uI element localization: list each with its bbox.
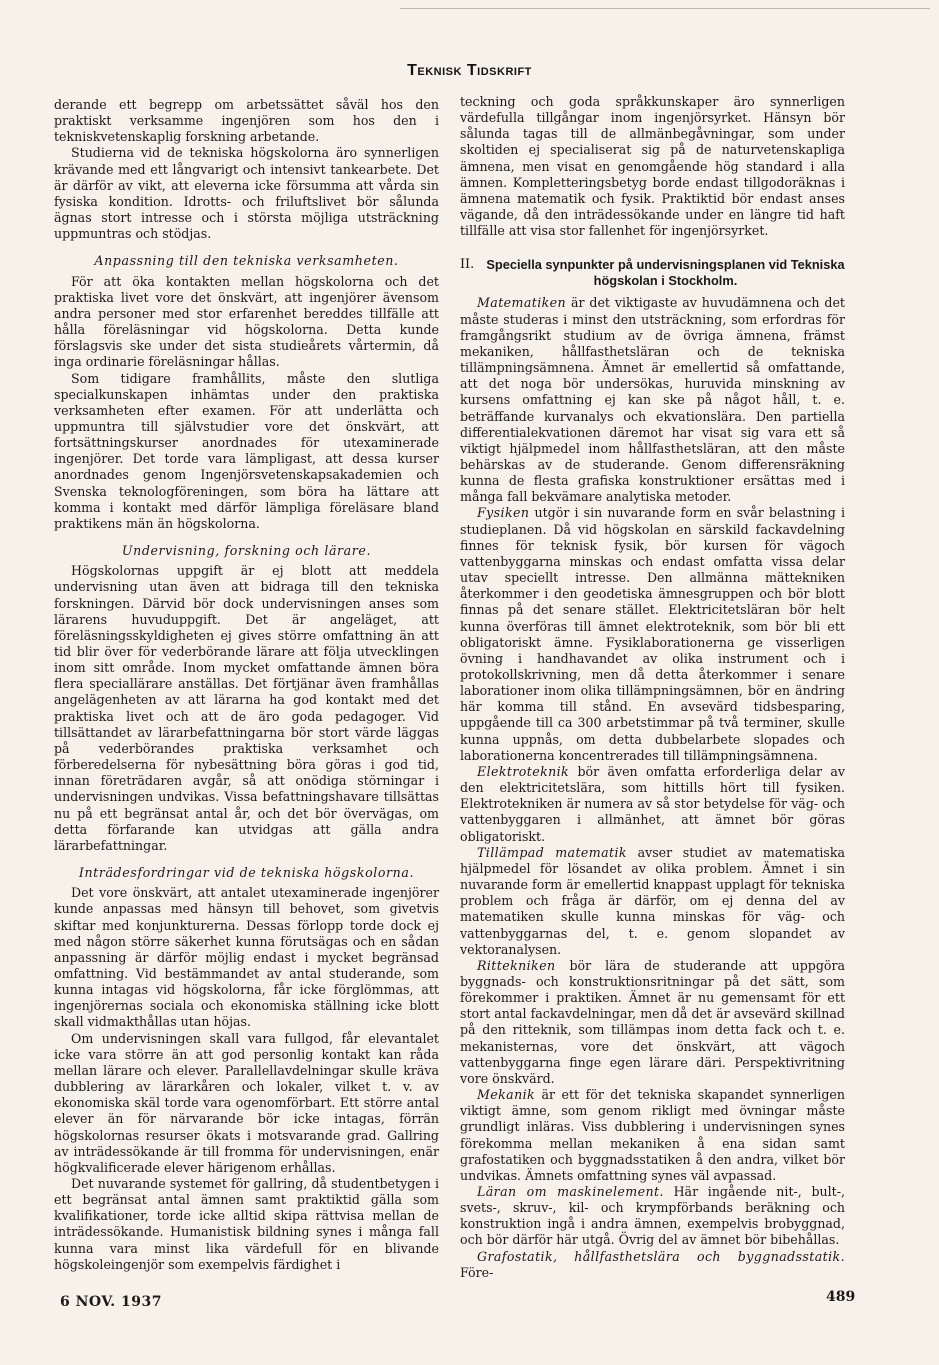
paragraph-matematik: Matematiken är det viktigaste av huvudämnena och det måste studeras i minst den utsträckning, som erfordras för framgångsrikt studium av de övriga ämnena, främst mekaniken, hållfasthetsläran och de tekniska tillämpningsämnena. Ämnet är emellertid så omfattande, att det noga bör undersökas, huruvida minskning av kursens omfattning ej kan ske på något håll, t. e. beträffande kurvanalys och ekvationslära. Den partiella differentialekvationen däremot har visat sig vara ett så viktigt hjälpmedel inom hållfasthetsläran, att den måste behärskas av de studerande. Genom differensräkning kunna de flesta grafiska konstruktioner ersättas med i många fall bekvämare analytiska metoder. [460,295,845,505]
paragraph-tillampad-matematik: Tillämpad matematik avser studiet av matematiska hjälpmedel för lösandet av olika problem. Ämnet i sin nuvarande form är emellertid knappast upplagt för tekniska problem och fråga är därför, om ej denna del av matematiken skulle kunna minskas för väg- och vattenbyggarnas del, t. e. genom slopandet av vektoranalysen. [460,844,845,957]
term: Tillämpad matematik [477,844,627,860]
paragraph-mekanik: Mekanik är ett för det tekniska skapandet synnerligen viktigt ämne, som genom rikligt med övningar måste grundligt inläras. Viss dubblering i undervisningen synes förekomma mellan mekaniken å ena sidan samt grafostatiken och byggnadsstatiken å den andra, vilket bör undvikas. Ämnets omfattning synes väl avpassad. [460,1087,845,1183]
top-rule [400,8,930,9]
paragraph-grafostatik: Grafostatik, hållfasthetslära och byggnadsstatik. Före- [460,1248,845,1280]
term: Elektroteknik [477,763,570,779]
paragraph: Som tidigare framhållits, måste den slutliga specialkunskapen inhämtas under den praktiska verksamheten efter examen. För att underlätta och uppmuntra till självstudier vore det önskvärt, att fortsättningskurser anordnades för utexaminerade ingenjörer. Det torde vara lämpligast, att dessa kurser anordnades genom Ingenjörsvetenskapsakademien och Svenska teknologföreningen, som böra ha lättare att komma i kontakt med därför lämpliga föreläsare bland praktikens män än högskolorna. [54,370,439,531]
right-column [460,94,845,1281]
paragraph-elektroteknik: Elektroteknik bör även omfatta erforderliga delar av den elektricitetslära, som hittills hört till fysiken. Elektrotekniken är numera av så stor betydelse för väg- och vattenbyggaren i allmänhet, att ämnet bör göras obligatoriskt. [460,763,845,844]
chapter-number: II. [460,257,475,273]
term: Rittekniken [477,957,556,973]
paragraph: Studierna vid de tekniska högskolorna äro synnerligen krävande med ett långvarigt och intensivt tankearbete. Det är därför av vikt, att eleverna icke försumma att vårda sin fysiska kondition. Idrotts- och friluftslivet bör sålunda ägnas stort intresse och i största möjliga utsträckning uppmuntras och stödjas. [54,145,439,242]
section-heading: Inträdesfordringar vid de tekniska högskolorna. [78,865,415,881]
paragraph: Det vore önskvärt, att antalet utexaminerade ingenjörer kunde anpassas med hänsyn till behovet, som givetvis skiftar med konjunkturerna. Dessas förlopp torde dock ej med någon större säkerhet kunna förutsägas och en sådan anpassning är därför möjlig endast i mycket begränsad omfattning. Vid bestämmandet av antal studerande, som kunna intagas vid högskolorna, får icke förglömmas, att ingenjörernas sociala och ekonomiska ställning icke blott skall vidmakthållas utan höjas. [54,885,439,1030]
journal-header: Teknisk Tidskrift [407,62,532,79]
paragraph: derande ett begrepp om arbetssättet såväl hos den praktiskt verksamme ingenjören som hos den i tekniskvetenskaplig forskning arbetande. [54,97,439,145]
chapter-title: Speciella synpunkter på undervisningsplanen vid Tekniska högskolan i Stockholm. [486,257,845,289]
paragraph: Det nuvarande systemet för gallring, då studentbetygen i ett begränsat antal ämnen samt praktiktid gälla som kvalifikationer, torde icke alltid skipa rättvisa mellan de inträdessökande. Humanistisk bildning synes i många fall kunna vara minst lika värdefull för en blivande högskoleingenjör som exempelvis färdighet i [54,1176,439,1272]
paragraph: teckning och goda språkkunskaper äro synnerligen värdefulla tillgångar inom ingenjörsyrket. Hänsyn bör sålunda tagas till de allmänbegåvningar, som under skoltiden ej specialiserat sig på de naturvetenskapliga ämnena, men visat en genomgående hög standard i alla ämnen. Kompletteringsbetyg borde endast tillgodoräknas i ämnena matematik och fysik. Praktiktid bör endast anses vägande, då den inträdessökande under en längre tid haft tillfälle att visa stor fallenhet för ingenjörsyrket. [460,94,845,239]
chapter-heading [460,257,845,289]
page-number: 489 [826,1289,856,1305]
paragraph: Högskolornas uppgift är ej blott att meddela undervisning utan även att bidraga till den tekniska forskningen. Därvid bör dock undervisningen anses som lärarens huvuduppgift. Det är angeläget, att föreläsningsskyldigheten ej gives större omfattning än att tid blir över för vederbörande lärare att följa utvecklingen inom sitt område. Inom mycket omfattande ämnen böra flera speciallärare anställas. Det förtjänar även framhållas angelägenheten av att lärarna ha god kontakt med det praktiska livet och att de äro goda pedagoger. Vid tillsättandet av lärarbefattningarna bör stort värde läggas på vederbörandes praktiska verksamhet och förberedelserna för nybesättning böra göras i god tid, innan företrädaren avgår, så att onödiga störningar i undervisningen undvikas. Vissa befattningshavare tillsättas nu på ett begränsat antal år, och det bör övervägas, om detta förfarande kan utvidgas att gälla andra lärarbefattningar. [54,563,439,853]
term: Mekanik [477,1087,536,1103]
left-column [54,97,439,1273]
paragraph: För att öka kontakten mellan högskolorna och det praktiska livet vore det önskvärt, att ingenjörer ävensom andra personer med stor erfarenhet bereddes tillfälle att hålla föreläsningar vid högskolorna. Detta kunde förslagsvis ske under det sista studieårets vårtermin, då inga ordinarie föreläsningar hållas. [54,273,439,370]
paragraph: Om undervisningen skall vara fullgod, får elevantalet icke vara större än att god personlig kontakt kan råda mellan lärare och elever. Parallellavdelningar skulle kräva dubblering av lärarkåren och lokaler, vilket t. v. av ekonomiska skäl torde vara ogenomförbart. Ett större antal elever än för närvarande bör icke intagas, förrän högskolornas resurser ökats i motsvarande grad. Gallring av inträdessökande är till fromma för undervisningen, enär högkvalificerade elever härigenom erhållas. [54,1030,439,1175]
term: Grafostatik, hållfasthetslära och byggnadsstatik. [477,1248,845,1264]
term: Matematiken [477,295,567,311]
section-heading: Undervisning, forskning och lärare. [121,543,372,559]
paragraph-ritteknik: Rittekniken bör lära de studerande att uppgöra byggnads- och konstruktionsritningar på det sätt, som förekommer i praktiken. Ämnet är nu gemensamt för ett stort antal fackavdelningar, men då det är avsevärd skillnad på den ritteknik, som tillämpas inom detta fack och t. e. mekanisternas, vore det önskvärt, att vägoch vattenbyggarna finge egen lärare däri. Perspektivritning vore önskvärd. [460,957,845,1086]
section-heading: Anpassning till den tekniska verksamheten. [94,253,399,269]
term: Fysiken [477,505,530,521]
paragraph-fysik: Fysiken utgör i sin nuvarande form en svår belastning i studieplanen. Då vid högskolan en särskild fackavdelning finnes för teknisk fysik, bör kursen för vägoch vattenbyggarna minskas och endast omfatta vissa delar utav speciellt intresse. Den allmänna mättekniken återkommer i den geodetiska ämnesgruppen och bör blott finnas på det senare stället. Elektricitetsläran bör helt kunna överföras till ämnet elektroteknik, som bör bli ett obligatoriskt ämne. Fysiklaborationerna ge visserligen övning i handhavandet av olika instrument och i protokollskrivning, men då detta återkommer i senare laborationer inom olika tillämpningsämnen, bör en ändring här komma till stånd. En avsevärd tidsbesparing, uppgående till ca 300 arbetstimmar på två terminer, skulle kunna uppnås, om detta dubbelarbete slopades och laborationerna koncentrerades till tillämpningsämnena. [460,505,845,763]
paragraph-maskinelement: Läran om maskinelement. Här ingående nit-, bult-, svets-, skruv-, kil- och krympförbands beräkning och konstruktion ingå i andra ämnen, exempelvis brobyggnad, och bör därför här utgå. Övrig del av ämnet bör bibehållas. [460,1184,845,1248]
issue-date: 6 NOV. 1937 [60,1294,162,1310]
term: Läran om maskinelement. [477,1184,664,1199]
